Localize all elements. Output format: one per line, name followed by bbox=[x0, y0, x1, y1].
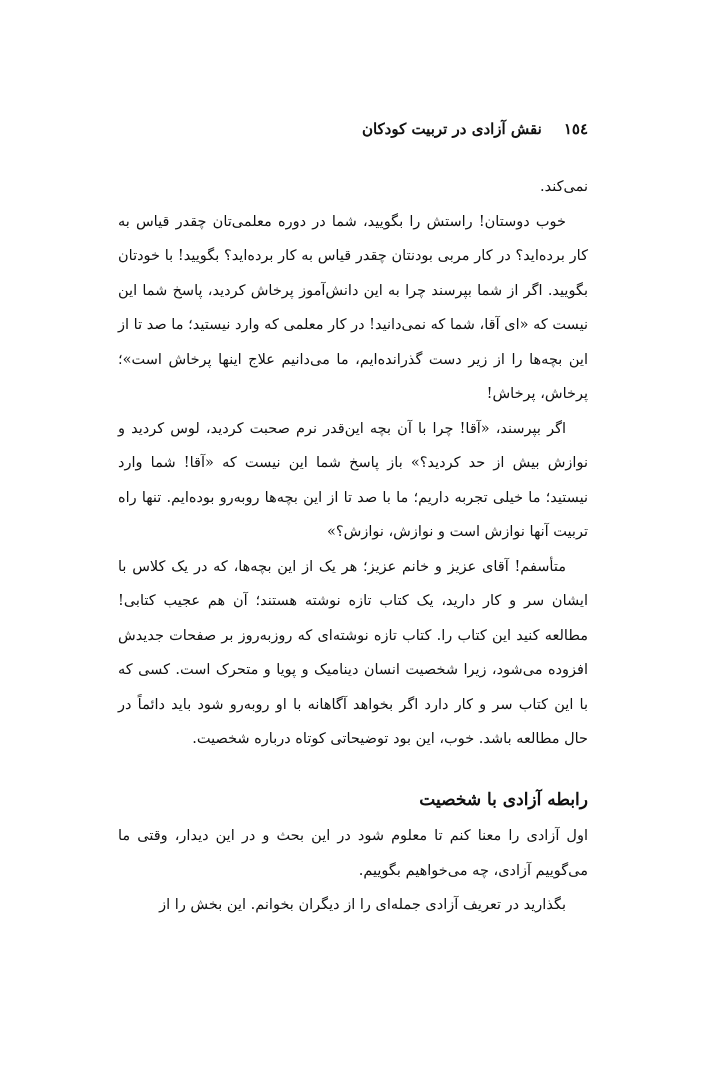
section-text bbox=[118, 819, 588, 923]
paragraph: اول آزادی را معنا کنم تا معلوم شود در این بحث و در این دیدار، وقتی ما می‌گوییم آزادی، چه می‌خواهیم بگوییم. bbox=[118, 828, 588, 879]
page-number: ١٥٤ bbox=[563, 120, 588, 138]
book-page bbox=[118, 112, 588, 1012]
paragraph: بگذارید در تعریف آزادی جمله‌ای را از دیگران بخوانم. این بخش را از bbox=[159, 897, 566, 913]
paragraph-continuation: نمی‌کند. bbox=[539, 179, 588, 195]
section-heading: رابطه آزادی با شخصیت bbox=[419, 790, 588, 810]
book-title: نقش آزادی در تربیت کودکان bbox=[361, 120, 542, 138]
paragraph: اگر بپرسند، «آقا! چرا با آن بچه این‌قدر نرم صحبت کردید، لوس کردید و نوازش بیش از حد کردید؟» باز پاسخ شما این نیست که «آقا! شما وارد نیستید؛ ما خیلی تجربه داریم؛ ما با صد تا از این بچه‌ها روبه‌رو بوده‌ایم. تنها راه تربیت آنها نوازش است و نوازش، نوازش؟» bbox=[118, 420, 588, 540]
paragraph: خوب دوستان! راستش را بگویید، شما در دوره معلمی‌تان چقدر قیاس به کار برده‌اید؟ در کار مربی بودنتان چقدر قیاس به کار برده‌اید؟ بگویید! با خودتان بگویید. اگر از شما بپرسند چرا به این دانش‌آموز پرخاش کردید، پاسخ شما این نیست که «ای آقا، شما که نمی‌دانید! در کار معلمی که وارد نیستید؛ ما صد تا از این بچه‌ها را از زیر دست گذرانده‌ایم، ما می‌دانیم علاج اینها پرخاش است»؛ پرخاش، پرخاش! bbox=[118, 213, 588, 402]
running-header bbox=[362, 120, 588, 138]
body-text bbox=[118, 170, 588, 757]
paragraph: متأسفم! آقای عزیز و خانم عزیز؛ هر یک از این بچه‌ها، که در یک کلاس با ایشان سر و کار دارید، یک کتاب تازه نوشته هستند؛ آن هم عجیب کتابی! مطالعه کنید این کتاب را. کتاب تازه نوشته‌ای که روزبه‌روز بر صفحات جدیدش افزوده می‌شود، زیرا شخصیت انسان دینامیک و پویا و متحرک است. کسی که با این کتاب سر و کار دارد اگر بخواهد آگاهانه با او روبه‌رو شود باید دائماً در حال مطالعه باشد. خوب، این بود توضیحاتی کوتاه درباره شخصیت. bbox=[118, 558, 588, 747]
